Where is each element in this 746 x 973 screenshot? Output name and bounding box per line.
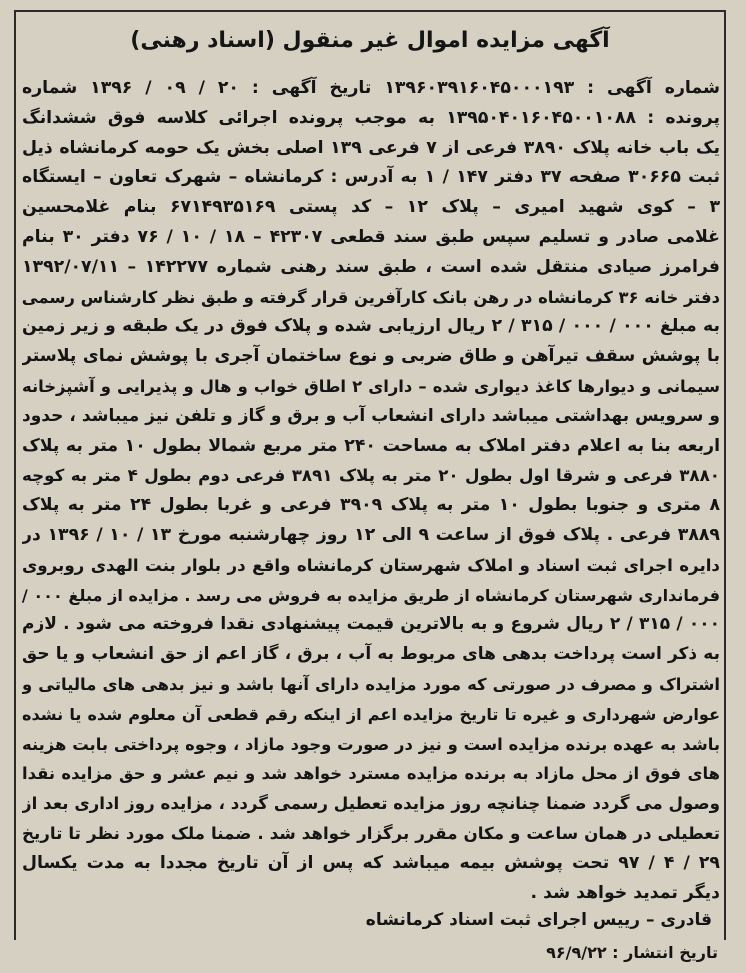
- body-line: وصول می گردد ضمنا چنانچه روز مزایده تعطیل رسمی گردد ، مزایده روز اداری بعد از: [22, 793, 720, 814]
- body-line: ثبت ۳۰۶۶۵ صفحه ۳۷ دفتر ۱۴۷ / ۱ به آدرس : کرمانشاه – شهرک تعاون – ایستگاه: [22, 167, 720, 188]
- body-line: و سرویس بهداشتی میباشد دارای انشعاب آب و برق و گاز و تلفن نیز میباشد ، حدود: [22, 405, 720, 426]
- body-line: ۰۰۰ / ۳۱۵ / ۲ ریال شروع و به بالاترین قیمت پیشنهادی نقدا فروخته می شود . لازم: [22, 614, 720, 635]
- notice-body: [22, 74, 720, 908]
- body-line: یک باب خانه پلاک ۳۸۹۰ فرعی از ۷ فرعی ۱۳۹ اصلی بخش یک حومه کرمانشاه ذیل: [22, 137, 720, 158]
- body-line: اشتراک و مصرف در صورتی که مورد مزایده دارای آنها باشد و نیز بدهی های مالیاتی و: [22, 674, 720, 694]
- notice-title: آگهی مزایده اموال غیر منقول (اسناد رهنی): [130, 28, 610, 53]
- body-line: تعطیلی در همان ساعت و مکان مقرر برگزار خواهد شد . ضمنا ملک مورد نظر تا تاریخ: [22, 822, 720, 843]
- body-line: دفتر خانه ۳۶ کرمانشاه در رهن بانک کارآفرین قرار گرفته و طبق نظر کارشناس رسمی: [22, 287, 720, 307]
- body-line: پرونده : ۱۳۹۵۰۴۰۱۶۰۴۵۰۰۱۰۸۸ به موجب پرونده اجرائی کلاسه فوق ششدانگ: [22, 107, 720, 128]
- body-line: فرامرز صیادی منتقل شده است ، طبق سند رهنی شماره ۱۴۲۲۷۷ – ۱۳۹۲/۰۷/۱۱: [22, 256, 720, 277]
- body-line: به ذکر است پرداخت بدهی های مربوط به آب ، برق ، گاز اعم از حق انشعاب و یا حق: [22, 644, 720, 665]
- body-line: دیگر تمدید خواهد شد .: [530, 882, 720, 903]
- body-line: ۳۸۸۹ فرعی . پلاک فوق از ساعت ۹ الی ۱۲ روز چهارشنبه مورخ ۱۳ / ۱۰ / ۱۳۹۶ در: [22, 524, 720, 545]
- body-line: باشد به عهده برنده مزایده است و نیز در صورت وجود مازاد ، وجوه پرداختی بابت هزینه: [22, 734, 720, 754]
- signature: قادری – رییس اجرای ثبت اسناد کرمانشاه: [365, 910, 712, 930]
- body-line: اربعه بنا به اعلام دفتر املاک به مساحت ۲۴۰ متر مربع شمالا بطول ۱۰ متر به پلاک: [22, 435, 720, 456]
- body-line: ۲۹ / ۴ / ۹۷ تحت پوشش بیمه میباشد که پس از آن تاریخ مجددا به مدت یکسال: [22, 852, 720, 873]
- publish-date: تاریخ انتشار : ۹۶/۹/۲۲: [546, 943, 718, 962]
- body-line: غلامی صادر و تسلیم سپس طبق سند قطعی ۴۲۳۰۷ – ۱۸ / ۱۰ / ۷۶ دفتر ۳۰ بنام: [22, 226, 720, 247]
- body-line: ۳ – کوی شهید امیری – پلاک ۱۲ – کد پستی ۶۷۱۴۹۳۵۱۶۹ بنام غلامحسین: [22, 197, 720, 218]
- body-line: های فوق از محل مازاد به برنده مزایده مسترد خواهد شد و نیم عشر و حق مزایده نقدا: [22, 764, 720, 784]
- body-line: ۳۸۸۰ فرعی و شرقا اول بطول ۲۰ متر به پلاک ۳۸۹۱ فرعی دوم بطول ۴ متر به کوچه: [22, 465, 720, 486]
- body-line: دایره اجرای ثبت اسناد و املاک شهرستان کرمانشاه واقع در بلوار بنت الهدی روبروی: [22, 554, 720, 575]
- body-line: عوارض شهرداری و غیره تا تاریخ مزایده اعم از اینکه رقم قطعی آن معلوم شده یا نشده: [22, 704, 720, 724]
- body-line: شماره آگهی : ۱۳۹۶۰۳۹۱۶۰۴۵۰۰۰۱۹۳ تاریخ آگهی : ۲۰ / ۰۹ / ۱۳۹۶ شماره: [22, 78, 720, 98]
- body-line: به مبلغ ۰۰۰ / ۰۰۰ / ۳۱۵ / ۲ ریال ارزیابی شده و پلاک فوق در یک طبقه و زیر زمین: [22, 316, 720, 337]
- body-line: سیمانی و دیوارها کاغذ دیواری شده – دارای ۲ اطاق خواب و هال و پذیرایی و آشپزخانه: [22, 376, 720, 396]
- body-line: با پوشش سقف تیرآهن و طاق ضربی و نوع ساختمان آجری با پوشش نمای پلاستر: [22, 346, 720, 367]
- body-line: فرمانداری شهرستان کرمانشاه از طریق مزایده به فروش می رسد . مزایده از مبلغ ۰۰۰ /: [22, 585, 720, 605]
- body-line: ۸ متری و جنوبا بطول ۱۰ متر به پلاک ۳۹۰۹ فرعی و غربا بطول ۲۴ متر به پلاک: [22, 495, 720, 516]
